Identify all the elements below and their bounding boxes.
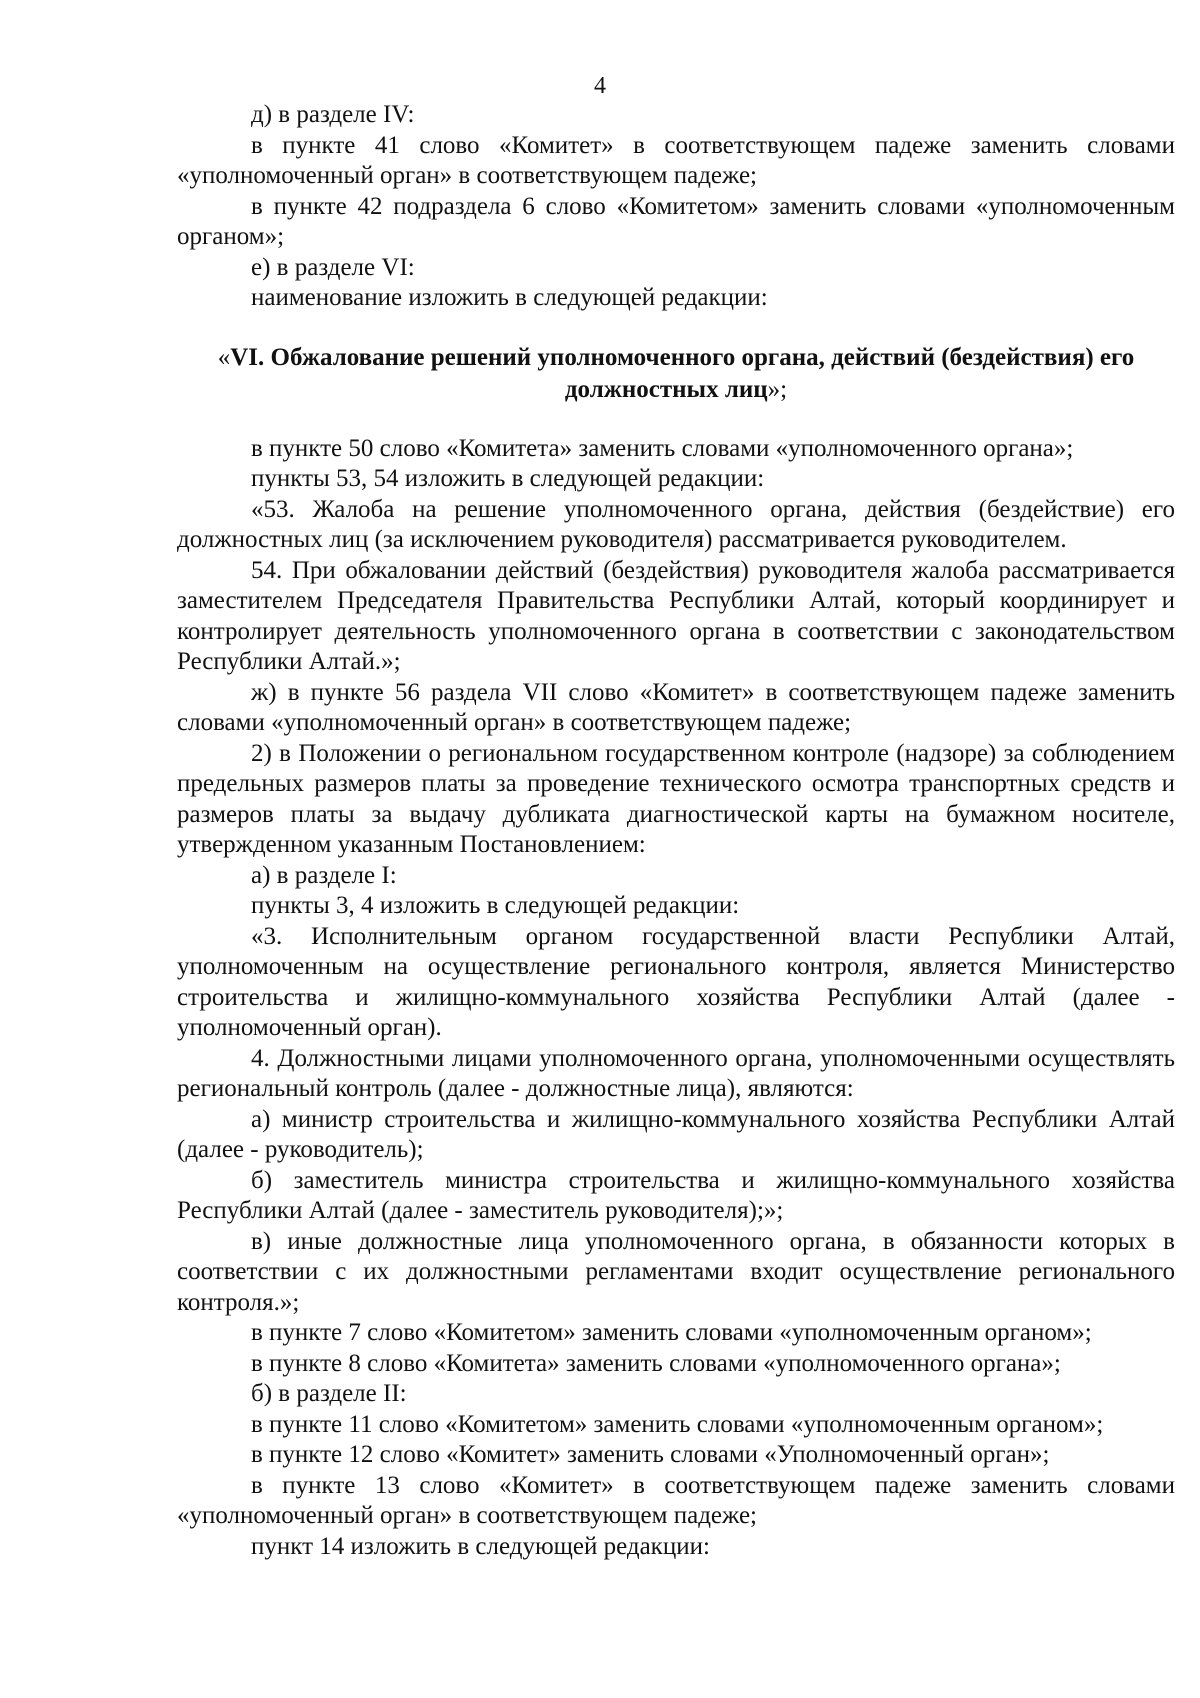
paragraph: пункт 14 изложить в следующей редакции: — [251, 1532, 710, 1560]
paragraph: е) в разделе VI: — [251, 253, 415, 281]
paragraph: б) в разделе II: — [251, 1380, 407, 1407]
paragraph: а) в разделе I: — [251, 861, 397, 889]
paragraph: 4. Должностными лицами уполномоченного органа, уполномоченными осуществлять региональный контроль (далее - должностные лица), являются: — [177, 1044, 1175, 1102]
paragraph: в пункте 50 слово «Комитета» заменить словами «уполномоченного органа»; — [251, 434, 1074, 462]
paragraph: «53. Жалоба на решение уполномоченного органа, действия (бездействие) его должностных лиц (за исключением руководителя) рассматривается руководителем. — [177, 495, 1175, 553]
paragraph: пункты 3, 4 изложить в следующей редакции: — [251, 892, 740, 919]
paragraph: в) иные должностные лица уполномоченного органа, в обязанности которых в соответствии с их должностными регламентами входит осуществление регионального контроля.»; — [177, 1227, 1175, 1316]
paragraph: б) заместитель министра строительства и жилищно-коммунального хозяйства Республики Алтай (далее - заместитель руководителя);»; — [177, 1166, 1175, 1224]
section-heading — [177, 342, 1175, 406]
heading-close-quote: »; — [767, 375, 788, 403]
page-number: 4 — [594, 73, 606, 99]
paragraph: а) министр строительства и жилищно-коммунального хозяйства Республики Алтай (далее - руководитель); — [177, 1105, 1175, 1163]
paragraph: наименование изложить в следующей редакции: — [251, 284, 768, 311]
heading-open-quote: « — [217, 343, 231, 371]
paragraph: в пункте 13 слово «Комитет» в соответствующем падеже заменить словами «уполномоченный орган» в соответствующем падеже; — [177, 1471, 1175, 1529]
paragraph: в пункте 42 подраздела 6 слово «Комитетом» заменить словами «уполномоченным органом»; — [177, 192, 1175, 250]
paragraph: 2) в Положении о региональном государственном контроле (надзоре) за соблюдением предельных размеров платы за проведение технического осмотра транспортных средств и размеров платы за выдачу дубликата диагностической карты на бумажном носителе, утвержденном указанным Постановлением: — [177, 739, 1175, 858]
paragraph: пункты 53, 54 изложить в следующей редакции: — [251, 465, 765, 492]
document-body — [177, 100, 1175, 1562]
paragraph: в пункте 11 слово «Комитетом» заменить словами «уполномоченным органом»; — [251, 1410, 1104, 1438]
paragraph: 54. При обжаловании действий (бездействия) руководителя жалоба рассматривается заместителем Председателя Правительства Республики Алтай, который координирует и контролирует деятельность уполномоченного органа в соответствии с законодательством Республики Алтай.»; — [177, 556, 1175, 675]
paragraph: ж) в пункте 56 раздела VII слово «Комитет» в соответствующем падеже заменить словами «уполномоченный орган» в соответствующем падеже; — [177, 678, 1175, 736]
paragraph: в пункте 12 слово «Комитет» заменить словами «Уполномоченный орган»; — [251, 1441, 1050, 1468]
heading-text: VI. Обжалование решений уполномоченного органа, действий (бездействия) его должностных лиц — [230, 343, 1135, 403]
paragraph: в пункте 7 слово «Комитетом» заменить словами «уполномоченным органом»; — [251, 1319, 1092, 1346]
paragraph: д) в разделе IV: — [251, 101, 415, 128]
paragraph: в пункте 41 слово «Комитет» в соответствующем падеже заменить словами «уполномоченный орган» в соответствующем падеже; — [177, 131, 1175, 189]
paragraph: в пункте 8 слово «Комитета» заменить словами «уполномоченного органа»; — [251, 1349, 1061, 1377]
paragraph: «3. Исполнительным органом государственной власти Республики Алтай, уполномоченным на осуществление регионального контроля, является Министерство строительства и жилищно-коммунального хозяйства Республики Алтай (далее - уполномоченный орган). — [177, 922, 1175, 1041]
